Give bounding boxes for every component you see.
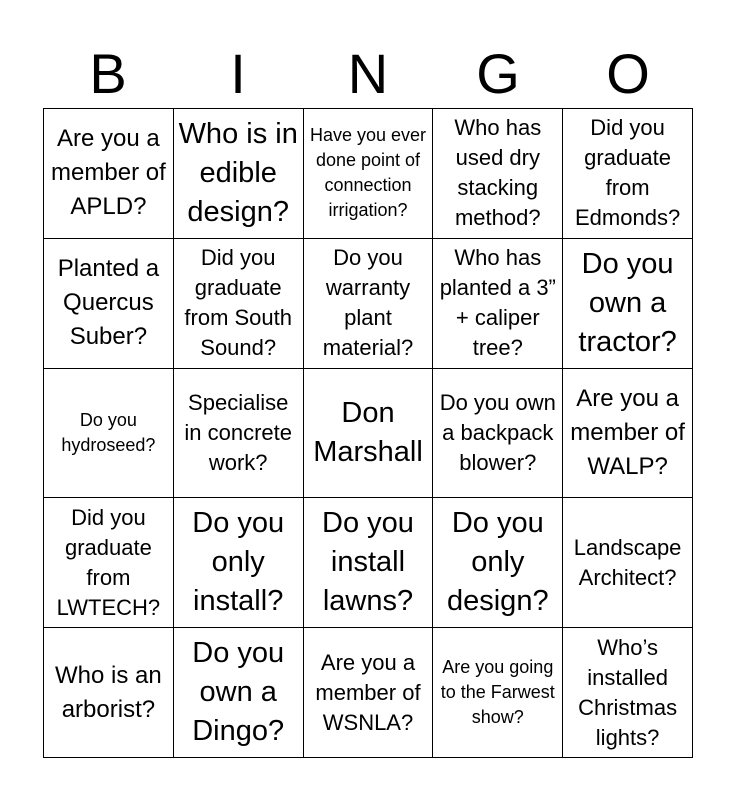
cell-text: Who is an arborist? — [55, 661, 162, 723]
cell-text: Do you only design? — [446, 507, 549, 618]
bingo-cell[interactable] — [174, 628, 304, 758]
header-letter-b: B — [89, 42, 127, 105]
cell-text: Are you a member of WSNLA? — [315, 649, 421, 735]
cell-text: Are you a member of APLD? — [51, 125, 166, 221]
cell-text: Did you graduate from Edmonds? — [575, 115, 681, 231]
cell-text: Do you hydroseed? — [61, 409, 156, 455]
bingo-cell[interactable] — [433, 239, 563, 369]
cell-text: Do you only install? — [192, 507, 285, 618]
bingo-cell[interactable] — [174, 109, 304, 239]
bingo-card-grid — [43, 108, 693, 758]
bingo-cell[interactable] — [563, 369, 693, 499]
cell-text: Are you a member of WALP? — [570, 384, 685, 480]
cell-text: Do you warranty plant material? — [322, 245, 414, 361]
header-letter-o: O — [606, 42, 650, 105]
bingo-cell[interactable] — [44, 628, 174, 758]
bingo-cell[interactable] — [563, 498, 693, 628]
bingo-cell[interactable] — [304, 239, 434, 369]
cell-text: Are you going to the Farwest show? — [440, 657, 555, 728]
header-letter-g: G — [476, 42, 520, 105]
bingo-cell[interactable] — [304, 109, 434, 239]
cell-text: Do you own a Dingo? — [192, 637, 285, 748]
bingo-cell[interactable] — [563, 109, 693, 239]
cell-text: Planted a Quercus Suber? — [57, 255, 160, 351]
bingo-cell[interactable] — [174, 498, 304, 628]
cell-text: Did you graduate from South Sound? — [184, 245, 292, 361]
cell-text: Who has used dry stacking method? — [454, 115, 542, 231]
bingo-cell[interactable] — [304, 628, 434, 758]
bingo-cell[interactable] — [563, 239, 693, 369]
cell-text: Do you install lawns? — [322, 507, 414, 618]
bingo-cell[interactable] — [433, 369, 563, 499]
header-letter-i: I — [230, 42, 246, 105]
bingo-cell[interactable] — [433, 628, 563, 758]
cell-text: Did you graduate from LWTECH? — [56, 504, 161, 620]
bingo-cell-free[interactable] — [304, 369, 434, 499]
cell-text: Who is in edible design? — [178, 117, 298, 228]
cell-text: Don Marshall — [313, 396, 423, 468]
cell-text: Landscape Architect? — [573, 534, 682, 590]
header-letter-n: N — [347, 42, 389, 105]
cell-text: Have you ever done point of connection irrigation? — [309, 125, 427, 221]
bingo-cell[interactable] — [304, 498, 434, 628]
cell-text: Do you own a backpack blower? — [439, 389, 556, 475]
bingo-cell[interactable] — [174, 369, 304, 499]
bingo-cell[interactable] — [433, 498, 563, 628]
cell-text: Who has planted a 3” + caliper tree? — [439, 245, 556, 361]
cell-text: Do you own a tractor? — [578, 247, 677, 358]
bingo-cell[interactable] — [44, 498, 174, 628]
bingo-cell[interactable] — [44, 239, 174, 369]
cell-text: Specialise in concrete work? — [184, 389, 292, 475]
bingo-cell[interactable] — [563, 628, 693, 758]
bingo-header — [43, 40, 693, 108]
cell-text: Who’s installed Christmas lights? — [578, 634, 678, 750]
bingo-cell[interactable] — [44, 109, 174, 239]
bingo-cell[interactable] — [174, 239, 304, 369]
bingo-cell[interactable] — [44, 369, 174, 499]
bingo-cell[interactable] — [433, 109, 563, 239]
